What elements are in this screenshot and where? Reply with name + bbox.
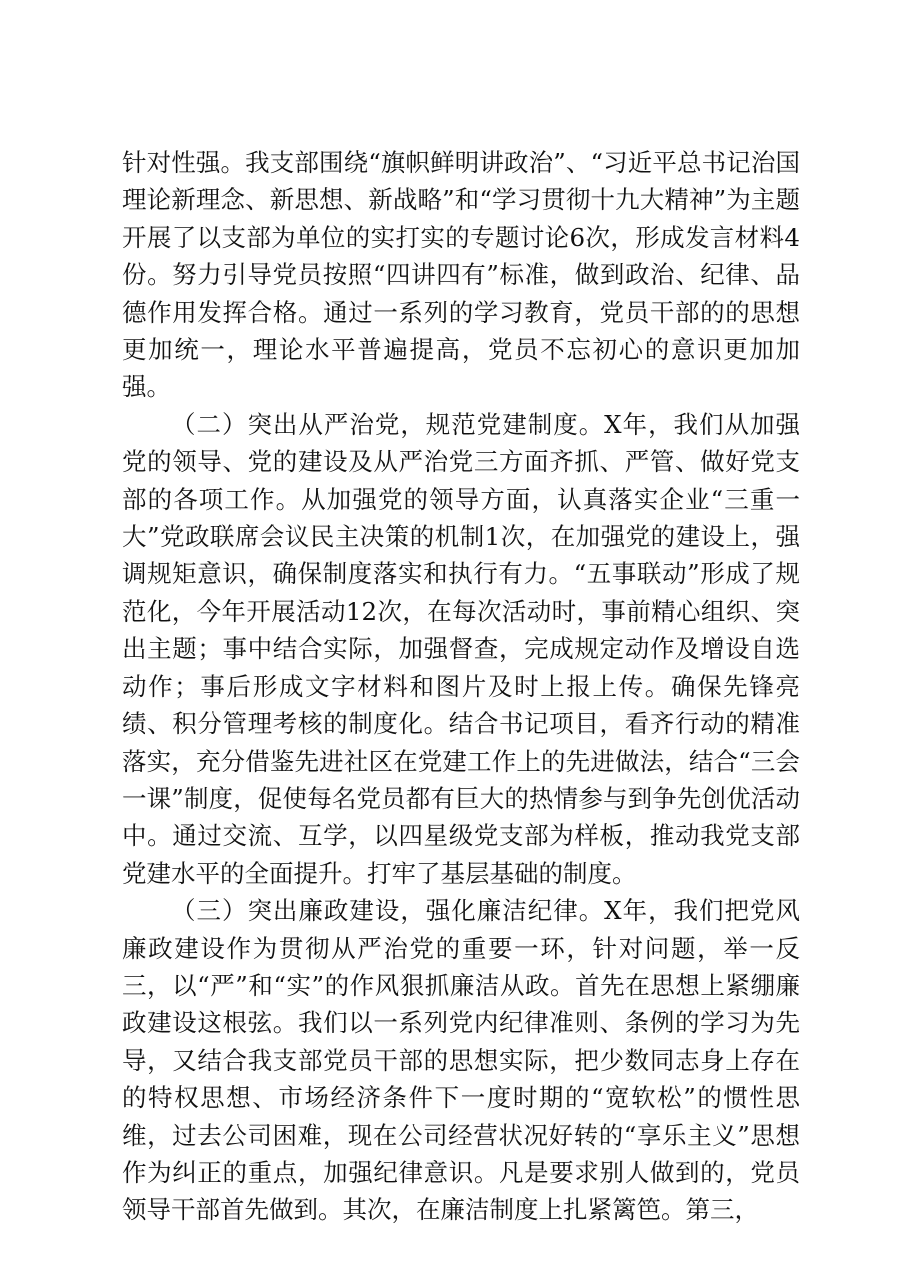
paragraph-continuation: 针对性强。我支部围绕“旗帜鲜明讲政治”、“习近平总书记治国理论新理念、新思想、新战略”和“学习贯彻十九大精神”为主题开展了以支部为单位的实打实的专题讨论6次，形成发言材料4份。努力引导党员按照“四讲四有”标准，做到政治、纪律、品德作用发挥合格。通过一系列的学习教育，党员干部的的思想更加统一，理论水平普遍提高，党员不忘初心的意识更加加强。 (122, 148, 800, 402)
paragraph-section-three: （三）突出廉政建设，强化廉洁纪律。X年，我们把党风廉政建设作为贯彻从严治党的重要一环，针对问题，举一反三，以“严”和“实”的作风狠抓廉洁从政。首先在思想上紧绷廉政建设这根弦。我们以一系列党内纪律准则、条例的学习为先导，又结合我支部党员干部的思想实际，把少数同志身上存在的特权思想、市场经济条件下一度时期的“宽软松”的惯性思维，过去公司困难，现在公司经营状况好转的“享乐主义”思想作为纠正的重点，加强纪律意识。凡是要求别人做到的，党员领导干部首先做到。其次，在廉洁制度上扎紧篱笆。第三， (122, 896, 800, 1225)
paragraph-section-two: （二）突出从严治党，规范党建制度。X年，我们从加强党的领导、党的建设及从严治党三方面齐抓、严管、做好党支部的各项工作。从加强党的领导方面，认真落实企业“三重一大”党政联席会议民主决策的机制1次，在加强党的建设上，强调规矩意识，确保制度落实和执行有力。“五事联动”形成了规范化，今年开展活动12次，在每次活动时，事前精心组织、突出主题；事中结合实际，加强督查，完成规定动作及增设自选动作；事后形成文字材料和图片及时上报上传。确保先锋亮绩、积分管理考核的制度化。结合书记项目，看齐行动的精准落实，充分借鉴先进社区在党建工作上的先进做法，结合“三会一课”制度，促使每名党员都有巨大的热情参与到争先创优活动中。通过交流、互学，以四星级党支部为样板，推动我党支部党建水平的全面提升。打牢了基层基础的制度。 (122, 409, 800, 888)
document-page (122, 144, 800, 1229)
